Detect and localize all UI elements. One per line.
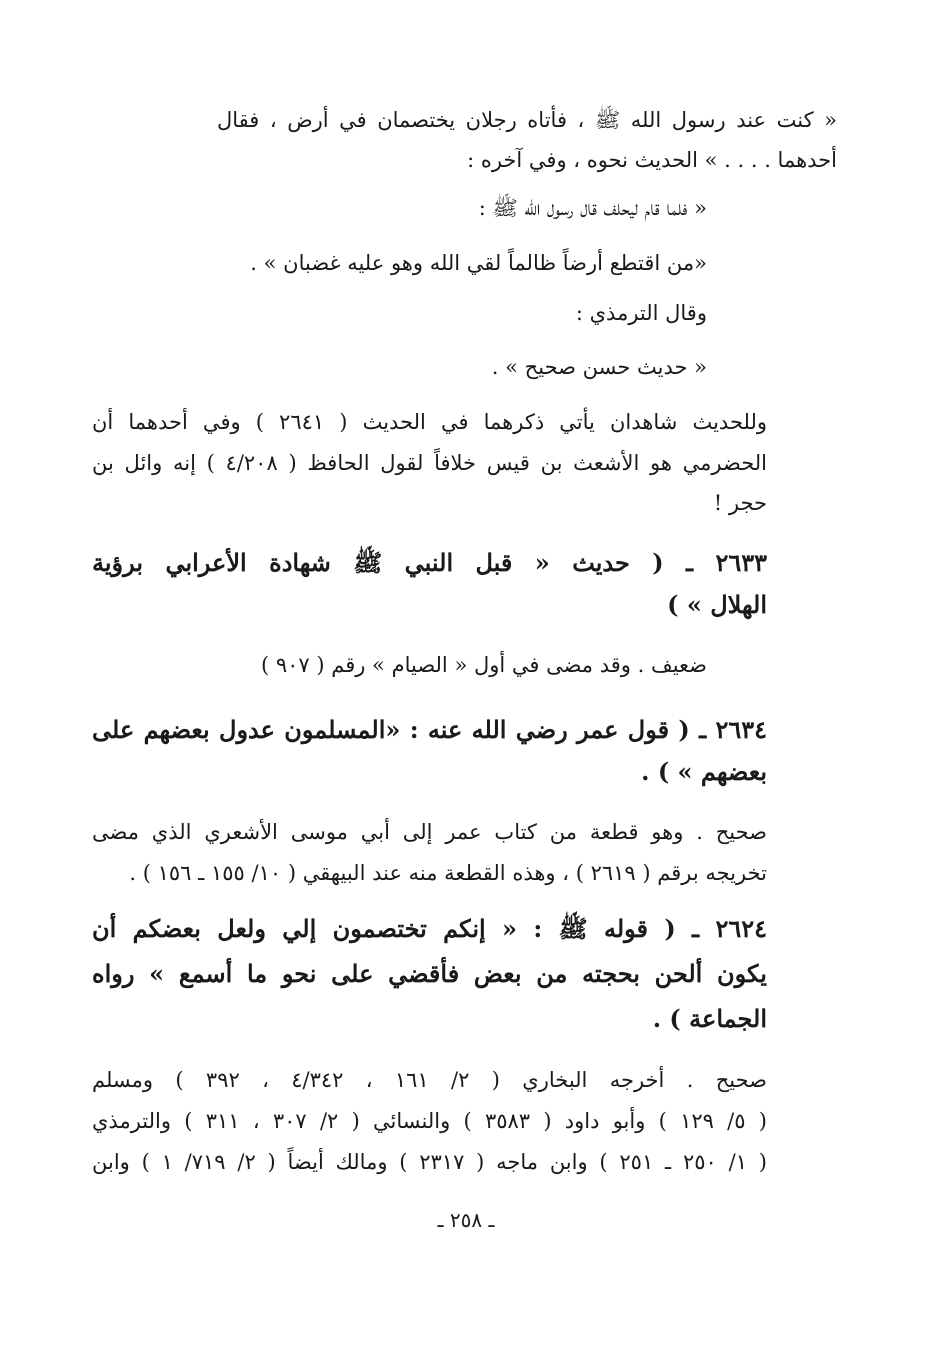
text-line: « فلما قام ليحلف قال رسول الله ﷺ : <box>478 196 707 220</box>
hadith-heading: الجماعة ) . <box>652 1004 767 1033</box>
hadith-heading: ٢٦٣٣ ـ ( حديث « قبل النبي ﷺ شهادة الأعرابي برؤية <box>92 548 767 577</box>
text-line: ضعيف . وقد مضى في أول « الصيام » رقم ( ٩٠٧ ) <box>260 653 707 677</box>
text-line: « حديث حسن صحيح » . <box>491 355 707 379</box>
text-line: أحدهما . . . . » الحديث نحوه ، وفي آخره : <box>467 148 837 172</box>
hadith-heading: يكون ألحن بحجته من بعض فأقضي على نحو ما أسمع » رواه <box>92 959 767 988</box>
text-line: حجر ! <box>713 491 767 515</box>
hadith-heading: بعضهم » ) . <box>641 757 767 786</box>
text-line: صحيح . وهو قطعة من كتاب عمر إلى أبي موسى الأشعري الذي مضى <box>92 820 767 844</box>
text-line: الحضرمي هو الأشعث بن قيس خلافاً لقول الحافظ ( ٤/٢٠٨ ) إنه وائل بن <box>92 451 768 475</box>
page-footer <box>0 1208 932 1232</box>
text-line: ( ٥/ ١٢٩ ) وأبو داود ( ٣٥٨٣ ) والنسائي ( ٢/ ٣٠٧ ، ٣١١ ) والترمذي <box>92 1109 767 1133</box>
text-line: وقال الترمذي : <box>575 301 707 325</box>
page-number: ـ ٢٥٨ ـ <box>437 1208 495 1232</box>
hadith-heading: ٢٦٢٤ ـ ( قوله ﷺ : « إنكم تختصمون إلي ولعل بعضكم أن <box>92 914 767 943</box>
hadith-heading: ٢٦٣٤ ـ ( قول عمر رضي الله عنه : «المسلمون عدول بعضهم على <box>92 715 767 744</box>
text-line: صحيح . أخرجه البخاري ( ٢/ ١٦١ ، ٤/٣٤٢ ، ٣٩٢ ) ومسلم <box>92 1068 767 1092</box>
text-line: تخريجه برقم ( ٢٦١٩ ) ، وهذه القطعة منه عند البيهقي ( ١٠/ ١٥٥ ـ ١٥٦ ) . <box>129 861 767 885</box>
text-line: « كنت عند رسول الله ﷺ ، فأتاه رجلان يختصمان في أرض ، فقال <box>217 108 837 132</box>
text-line: «من اقتطع أرضاً ظالماً لقي الله وهو عليه غضبان » . <box>250 251 707 275</box>
text-line: وللحديث شاهدان يأتي ذكرهما في الحديث ( ٢٦٤١ ) وفي أحدهما أن <box>92 410 767 434</box>
text-line: ( ١/ ٢٥٠ ـ ٢٥١ ) وابن ماجه ( ٢٣١٧ ) ومالك أيضاً ( ٢/ ٧١٩/ ١ ) وابن <box>92 1150 767 1174</box>
hadith-heading: الهلال » ) <box>667 590 767 619</box>
